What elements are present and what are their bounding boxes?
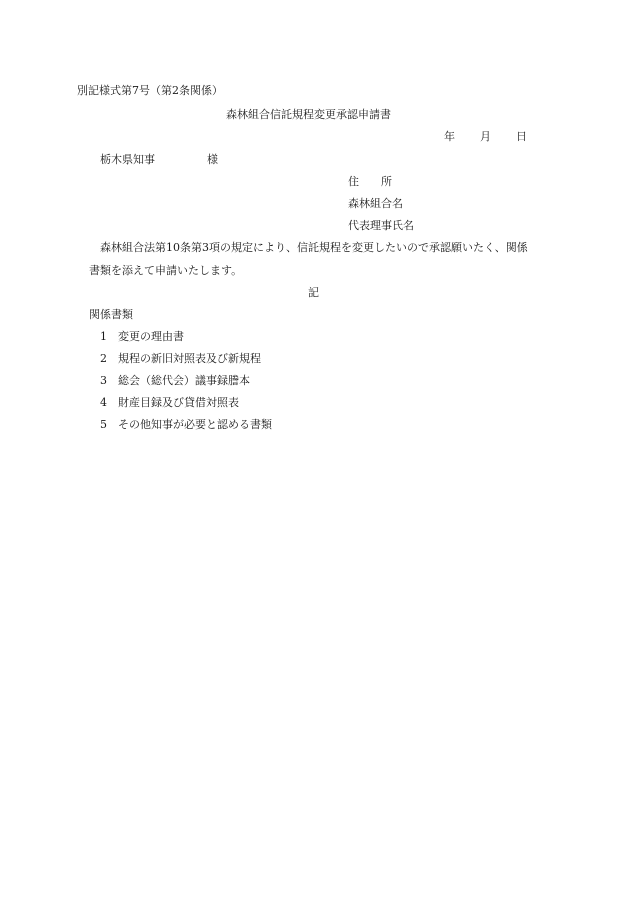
applicant-association-label: 森林組合名 (348, 197, 403, 210)
document-item (100, 352, 261, 366)
documents-heading: 関係書類 (89, 308, 133, 321)
date-line (444, 130, 527, 144)
body-text-line-1: 森林組合法第10条第3項の規定により、信託規程を変更したいので承認願いたく、関係 (100, 241, 528, 254)
form-number: 別記様式第7号（第2条関係） (77, 84, 223, 97)
document-item-text: 規程の新旧対照表及び新規程 (118, 352, 261, 365)
date-day-label: 日 (516, 130, 527, 143)
document-item-text: 財産目録及び貸借対照表 (118, 396, 239, 409)
document-item-number: 4 (100, 396, 107, 409)
document-item (100, 374, 250, 388)
document-item (100, 330, 184, 344)
addressee-honorific: 様 (207, 153, 218, 166)
body-text-line-2: 書類を添えて申請いたします。 (89, 264, 243, 277)
document-item (100, 396, 239, 410)
document-item-number: 1 (100, 330, 107, 343)
date-year-label: 年 (444, 130, 455, 143)
document-item-number: 3 (100, 374, 107, 387)
document-item-text: 総会（総代会）議事録謄本 (118, 374, 250, 387)
ki-marker: 記 (308, 286, 319, 299)
date-month-label: 月 (480, 130, 491, 143)
applicant-representative-label: 代表理事氏名 (348, 219, 414, 232)
document-item (100, 418, 272, 432)
addressee-name: 栃木県知事 (100, 153, 155, 166)
applicant-address-label: 住 所 (348, 175, 392, 188)
document-item-number: 5 (100, 418, 107, 431)
document-title: 森林組合信託規程変更承認申請書 (226, 108, 391, 121)
document-item-text: 変更の理由書 (118, 330, 184, 343)
document-item-number: 2 (100, 352, 107, 365)
document-item-text: その他知事が必要と認める書類 (118, 418, 272, 431)
